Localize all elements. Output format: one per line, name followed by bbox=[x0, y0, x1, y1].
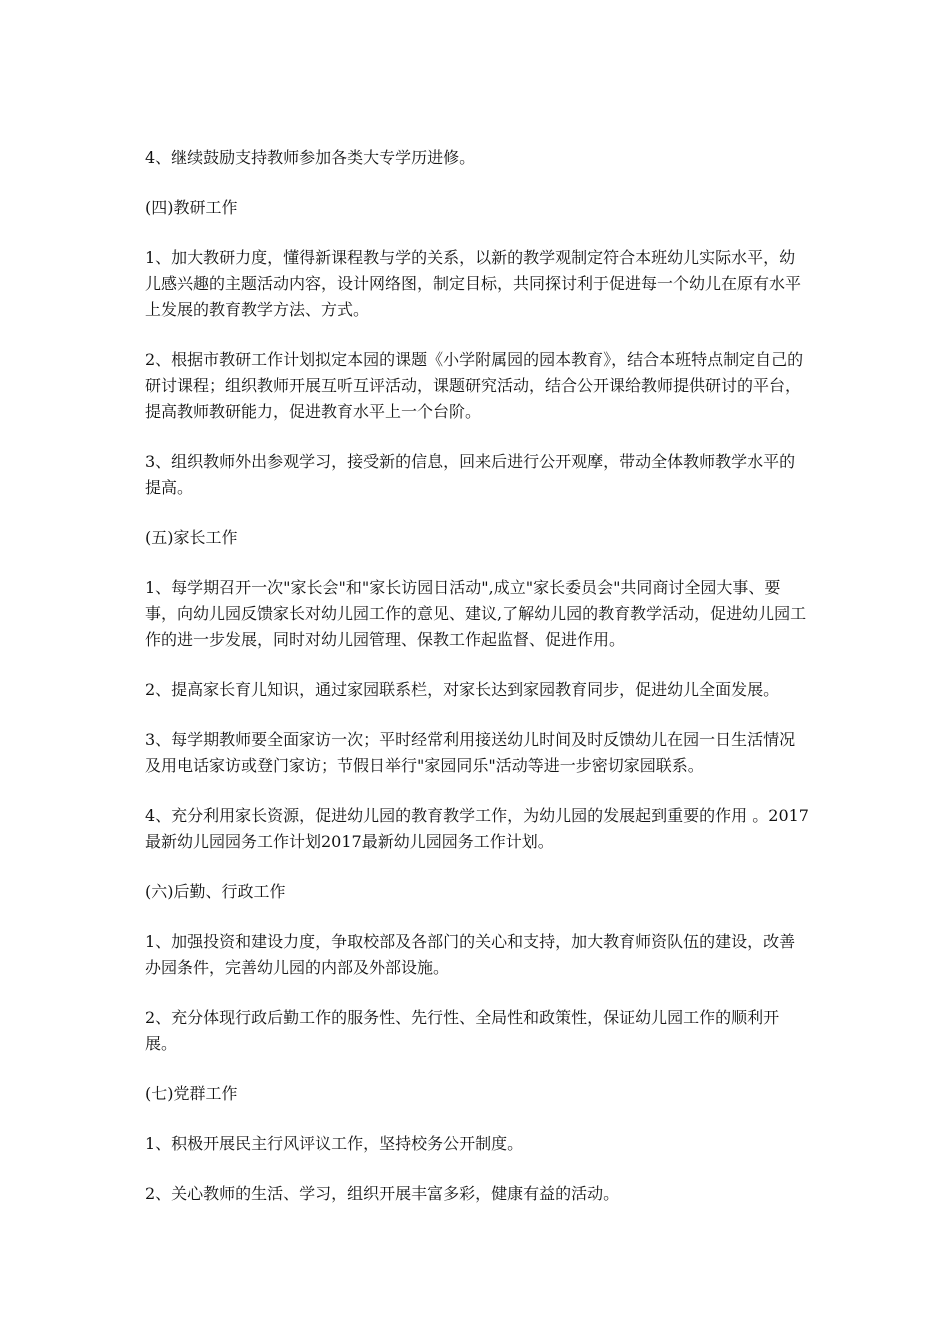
list-item: 1、每学期召开一次"家长会"和"家长访园日活动",成立"家长委员会"共同商讨全园大事、要事，向幼儿园反馈家长对幼儿园工作的意见、建议,了解幼儿园的教育教学活动，促进幼儿园工作的进一步发展，同时对幼儿园管理、保教工作起监督、促进作用。 bbox=[145, 578, 807, 649]
section-heading: (四)教研工作 bbox=[145, 198, 238, 217]
section-heading: (五)家长工作 bbox=[145, 528, 238, 547]
list-item: 1、加强投资和建设力度，争取校部及各部门的关心和支持，加大教育师资队伍的建设，改善办园条件，完善幼儿园的内部及外部设施。 bbox=[145, 932, 796, 977]
document-body bbox=[145, 145, 810, 1231]
list-item: 1、积极开展民主行风评议工作，坚持校务公开制度。 bbox=[145, 1134, 524, 1153]
list-item: 2、根据市教研工作计划拟定本园的课题《小学附属园的园本教育》，结合本班特点制定自己的研讨课程；组织教师开展互听互评活动，课题研究活动，结合公开课给教师提供研讨的平台，提高教师教研能力，促进教育水平上一个台阶。 bbox=[145, 350, 804, 421]
list-item: 2、充分体现行政后勤工作的服务性、先行性、全局性和政策性，保证幼儿园工作的顺利开展。 bbox=[145, 1008, 780, 1053]
list-item: 1、加大教研力度，懂得新课程教与学的关系，以新的教学观制定符合本班幼儿实际水平，幼儿感兴趣的主题活动内容，设计网络图，制定目标，共同探讨利于促进每一个幼儿在原有水平上发展的教育教学方法、方式。 bbox=[145, 248, 802, 319]
list-item: 3、每学期教师要全面家访一次；平时经常利用接送幼儿时间及时反馈幼儿在园一日生活情况及用电话家访或登门家访；节假日举行"家园同乐"活动等进一步密切家园联系。 bbox=[145, 730, 796, 775]
list-item: 3、组织教师外出参观学习，接受新的信息，回来后进行公开观摩，带动全体教师教学水平的提高。 bbox=[145, 452, 796, 497]
section-heading: (六)后勤、行政工作 bbox=[145, 882, 286, 901]
section-heading: (七)党群工作 bbox=[145, 1084, 238, 1103]
list-item: 4、继续鼓励支持教师参加各类大专学历进修。 bbox=[145, 148, 476, 167]
list-item: 2、提高家长育儿知识，通过家园联系栏，对家长达到家园教育同步，促进幼儿全面发展。 bbox=[145, 680, 780, 699]
list-item: 2、关心教师的生活、学习，组织开展丰富多彩，健康有益的活动。 bbox=[145, 1184, 620, 1203]
list-item: 4、充分利用家长资源，促进幼儿园的教育教学工作，为幼儿园的发展起到重要的作用 。2017最新幼儿园园务工作计划2017最新幼儿园园务工作计划。 bbox=[145, 806, 809, 851]
